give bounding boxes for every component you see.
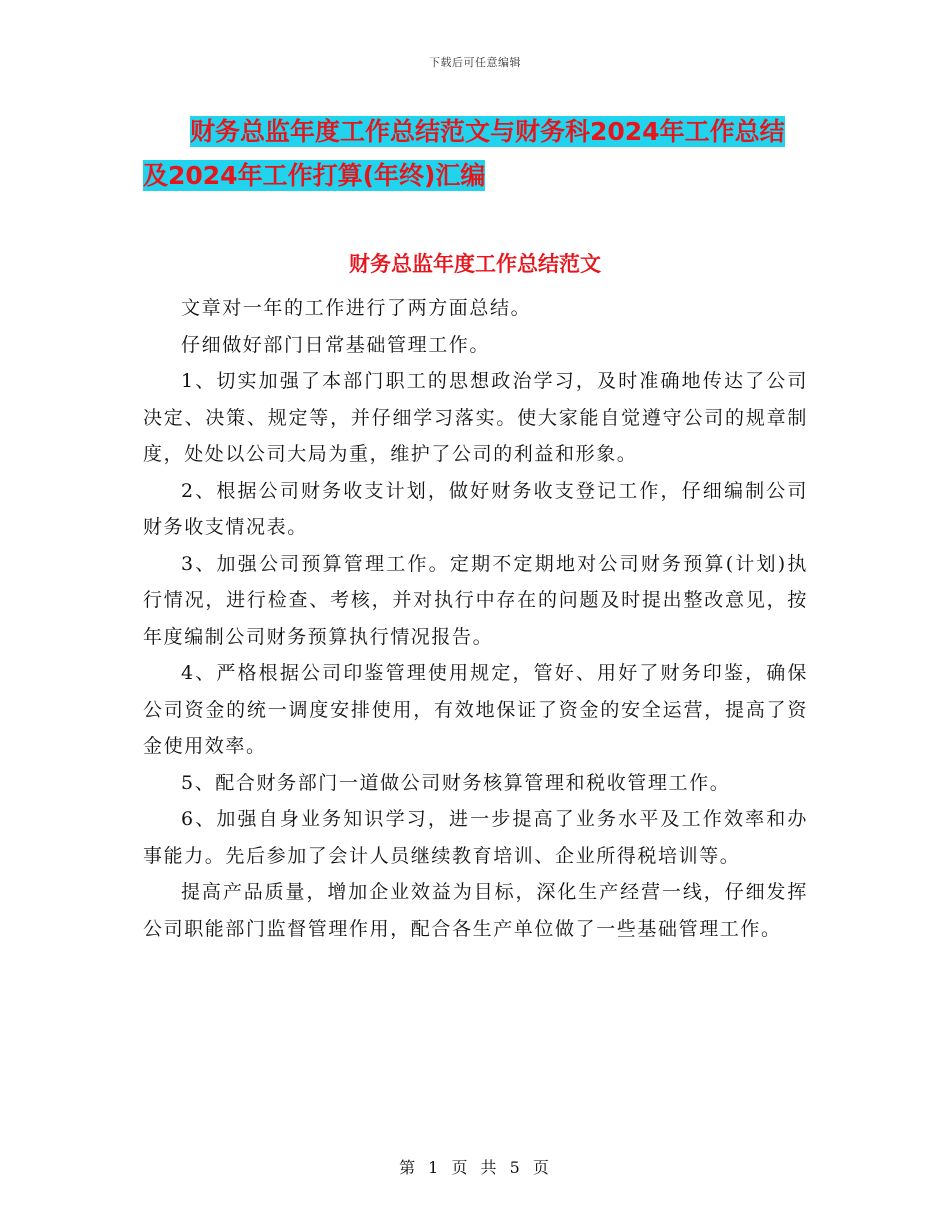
paragraph: 5、配合财务部门一道做公司财务核算管理和税收管理工作。 bbox=[181, 771, 731, 794]
section-heading: 财务总监年度工作总结范文 bbox=[349, 252, 601, 276]
page-header-note: 下载后可任意编辑 bbox=[429, 56, 521, 69]
document-title-line-1 bbox=[143, 110, 823, 154]
document-title bbox=[143, 110, 823, 198]
title-highlight: 财务总监年度工作总结范文与财务科2024年工作总结 bbox=[190, 117, 785, 146]
body-text bbox=[143, 290, 808, 947]
paragraph: 3、加强公司预算管理工作。定期不定期地对公司财务预算(计划)执行情况，进行检查、考核，并对执行中存在的问题及时提出整改意见，按年度编制公司财务预算执行情况报告。 bbox=[143, 552, 808, 648]
paragraph: 6、加强自身业务知识学习，进一步提高了业务水平及工作效率和办事能力。先后参加了会计人员继续教育培训、企业所得税培训等。 bbox=[143, 808, 808, 867]
document-title-line-2 bbox=[143, 154, 823, 198]
paragraph: 1、切实加强了本部门职工的思想政治学习，及时准确地传达了公司决定、决策、规定等，并仔细学习落实。使大家能自觉遵守公司的规章制度，处处以公司大局为重，维护了公司的利益和形象。 bbox=[143, 370, 808, 465]
page-number-footer: 第 1 页 共 5 页 bbox=[399, 1158, 551, 1177]
paragraph: 仔细做好部门日常基础管理工作。 bbox=[181, 333, 491, 356]
paragraph: 文章对一年的工作进行了两方面总结。 bbox=[181, 297, 532, 319]
paragraph: 4、严格根据公司印鉴管理使用规定，管好、用好了财务印鉴，确保公司资金的统一调度安排使用，有效地保证了资金的安全运营，提高了资金使用效率。 bbox=[143, 662, 808, 757]
title-highlight: 及2024年工作打算(年终)汇编 bbox=[143, 161, 486, 190]
paragraph: 提高产品质量，增加企业效益为目标，深化生产经营一线，仔细发挥公司职能部门监督管理作用，配合各生产单位做了一些基础管理工作。 bbox=[143, 881, 808, 940]
paragraph: 2、根据公司财务收支计划，做好财务收支登记工作，仔细编制公司财务收支情况表。 bbox=[143, 479, 808, 538]
